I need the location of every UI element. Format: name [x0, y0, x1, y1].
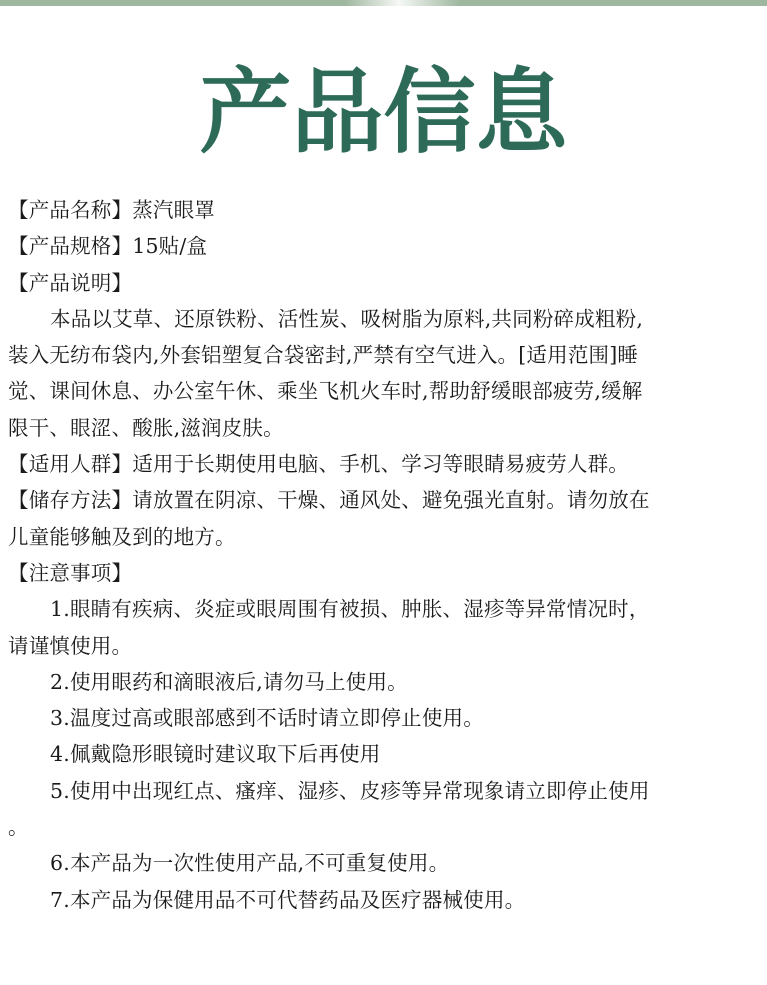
target-users-line: 【适用人群】适用于长期使用电脑、手机、学习等眼睛易疲劳人群。	[8, 452, 629, 477]
precaution-item-continued: 。	[8, 815, 29, 840]
product-description-line: 装入无纺布袋内,外套铝塑复合袋密封,严禁有空气进入。[适用范围]睡	[8, 343, 639, 368]
product-description-heading: 【产品说明】	[8, 270, 133, 295]
precaution-item: 1.眼睛有疾病、炎症或眼周围有被损、肿胀、湿疹等异常情况时，	[50, 597, 650, 622]
storage-method-line: 【储存方法】请放置在阴凉、干燥、通风处、避免强光直射。请勿放在	[8, 488, 650, 513]
precaution-item: 5.使用中出现红点、瘙痒、湿疹、皮疹等异常现象请立即停止使用	[50, 778, 650, 803]
precaution-item: 4.佩戴隐形眼镜时建议取下后再使用	[50, 742, 381, 767]
precaution-item: 7.本产品为保健用品不可代替药品及医疗器械使用。	[50, 887, 526, 912]
product-spec-line: 【产品规格】15贴/盒	[8, 234, 208, 259]
precaution-item: 6.本产品为一次性使用产品,不可重复使用。	[50, 851, 450, 876]
product-description-line: 觉、课间休息、办公室午休、乘坐飞机火车时,帮助舒缓眼部疲劳,缓解	[8, 379, 643, 404]
product-description-line: 本品以艾草、还原铁粉、活性炭、吸树脂为原料,共同粉碎成粗粉,	[50, 306, 644, 331]
precaution-item: 2.使用眼药和滴眼液后,请勿马上使用。	[50, 669, 408, 694]
product-name-line: 【产品名称】蒸汽眼罩	[8, 198, 215, 222]
storage-method-line: 儿童能够触及到的地方。	[8, 524, 236, 549]
product-description-line: 限干、眼涩、酸胀,滋润皮肤。	[8, 415, 284, 440]
precautions-heading: 【注意事项】	[8, 560, 133, 585]
top-band-highlight	[0, 0, 767, 6]
precaution-item: 3.温度过高或眼部感到不话时请立即停止使用。	[50, 706, 484, 731]
page-title: 产品信息	[199, 58, 568, 166]
precaution-item-continued: 请谨慎使用。	[8, 633, 133, 658]
product-info-content	[8, 192, 752, 918]
